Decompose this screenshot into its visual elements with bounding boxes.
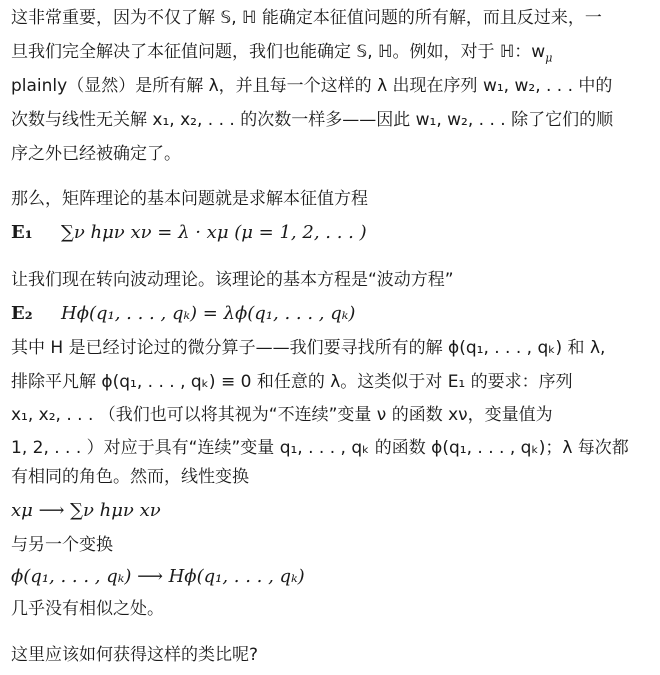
closing-question: 这里应该如何获得这样的类比呢? (11, 645, 259, 665)
para1-line1: 这非常重要，因为不仅了解 𝕊, ℍ 能确定本征值问题的所有解，而且反过来，一 (11, 8, 602, 28)
para3-line2: 排除平凡解 ϕ(q₁, . . . , qₖ) ≡ 0 和任意的 λ。这类似于对 E₁ 的要求：序列 (11, 372, 573, 392)
equation-e2-body: Hϕ(q₁, . . . , qₖ) = λϕ(q₁, . . . , qₖ) (61, 303, 356, 324)
para3-line6: 与另一个变换 (11, 535, 113, 555)
para1-line3: plainly（显然）是所有解 λ，并且每一个这样的 λ 出现在序列 w₁, w₂, . . . 中的 (11, 76, 613, 96)
para3-line5: 有相同的角色。然而，线性变换 (11, 467, 249, 487)
transform-1: xμ ⟶ ∑ν hμν xν (11, 500, 161, 521)
para3-line4: 1, 2, . . . ）对应于具有“连续”变量 q₁, . . . , qₖ 的函数 ϕ(q₁, . . . , qₖ)；λ 每次都 (11, 438, 629, 458)
para3-line1: 其中 H 是已经讨论过的微分算子——我们要寻找所有的解 ϕ(q₁, . . . , qₖ) 和 λ, (11, 338, 606, 358)
para3-intro: 让我们现在转向波动理论。该理论的基本方程是“波动方程” (11, 270, 454, 290)
equation-e2 (11, 303, 649, 325)
para1-line4: 次数与线性无关解 x₁, x₂, . . . 的次数一样多——因此 w₁, w₂, . . . 除了它们的顺 (11, 110, 614, 130)
para1-line2-sub: μ (545, 51, 553, 65)
para3-line7: 几乎没有相似之处。 (11, 599, 164, 619)
equation-e2-label: E₂ (11, 303, 33, 324)
para2-intro: 那么，矩阵理论的基本问题就是求解本征值方程 (11, 189, 368, 209)
para1-line5: 序之外已经被确定了。 (11, 144, 181, 164)
equation-e1-body: ∑ν hμν xν = λ · xμ (μ = 1, 2, . . . ) (61, 222, 367, 243)
equation-e1 (11, 222, 649, 244)
para1-line2-text: 旦我们完全解决了本征值问题，我们也能确定 𝕊, ℍ。例如，对于 ℍ：w (11, 42, 546, 62)
para3-line3: x₁, x₂, . . . （我们也可以将其视为“不连续”变量 ν 的函数 xν，变量值为 (11, 405, 553, 425)
transform-2: ϕ(q₁, . . . , qₖ) ⟶ Hϕ(q₁, . . . , qₖ) (11, 566, 305, 587)
equation-e1-label: E₁ (11, 222, 33, 243)
para1-line2 (11, 41, 649, 69)
